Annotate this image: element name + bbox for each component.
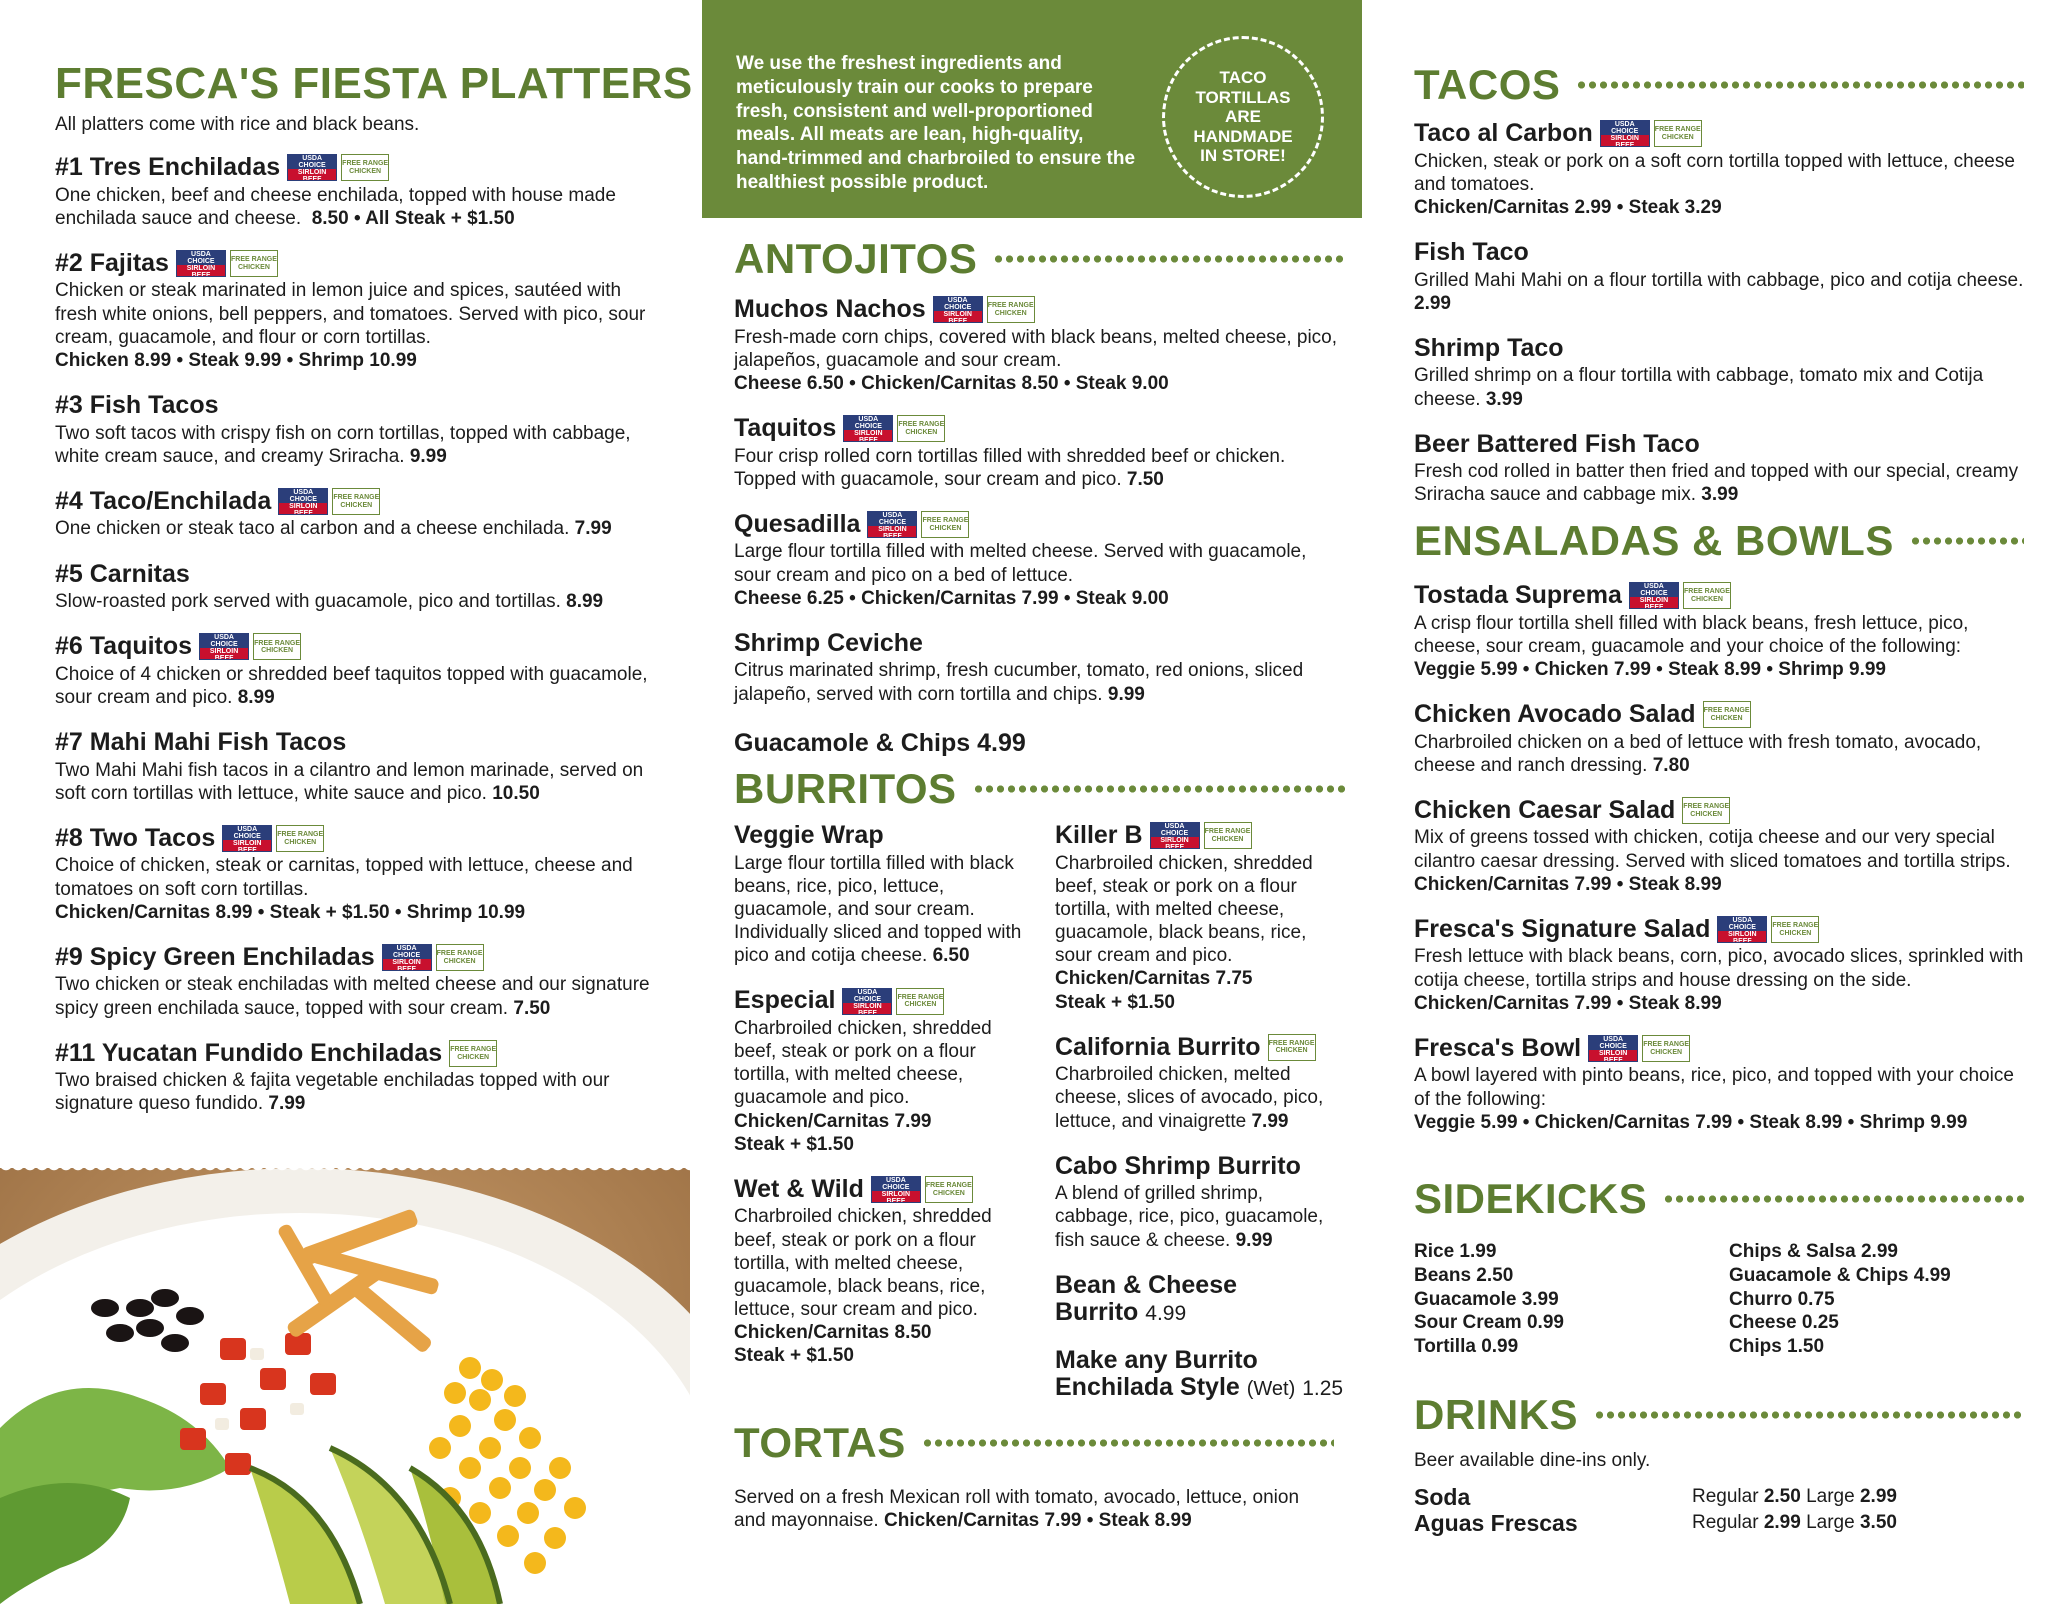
item-price: 7.99: [1251, 1110, 1289, 1132]
item-desc: Fresh cod rolled in batter then fried and topped with our special, creamy Sriracha sauce and cabbage mix.: [1414, 461, 2019, 506]
menu-item-fish-taco: [1414, 239, 2024, 315]
item-name: Cabo Shrimp Burrito: [1055, 1151, 1301, 1180]
free-range-badge: FREE RANGE CHICKEN: [253, 633, 301, 660]
item-price: 4.99: [1145, 1302, 1187, 1326]
drinks-title: DRINKS: [1414, 1391, 1579, 1438]
platters-intro: All platters come with rice and black beans.: [55, 114, 420, 135]
menu-item-mahi-mahi-tacos: [55, 729, 655, 805]
item-name: Shrimp Ceviche: [734, 628, 923, 657]
menu-item-beer-battered-fish-taco: [1414, 431, 2024, 507]
list-item: Rice 1.99: [1414, 1241, 1497, 1262]
dotted-divider: [1594, 1408, 2024, 1422]
dotted-divider: [993, 252, 1346, 266]
menu-item-two-tacos: [55, 825, 655, 924]
item-desc: Grilled shrimp on a flour tortilla with cabbage, tomato mix and Cotija cheese.: [1414, 365, 1984, 410]
item-desc: Charbroiled chicken, melted cheese, slices of avocado, pico, lettuce, and vinaigrette: [1055, 1064, 1324, 1132]
item-name: #2 Fajitas: [55, 248, 169, 277]
item-name: Shrimp Taco: [1414, 333, 1564, 362]
menu-item-signature-salad: [1414, 916, 2024, 1015]
usda-choice-badge: USDA CHOICE SIRLOIN BEEF: [1150, 822, 1200, 849]
item-price: 2.99: [1414, 292, 1451, 314]
item-price: Cheese 6.25 • Chicken/Carnitas 7.99 • Steak 9.00: [734, 587, 1169, 609]
list-item: Chips & Salsa 2.99: [1729, 1241, 1898, 1262]
item-desc: A blend of grilled shrimp, cabbage, rice, pico, guacamole, fish sauce & cheese.: [1055, 1183, 1324, 1251]
ensaladas-title: ENSALADAS & BOWLS: [1414, 517, 1894, 564]
usda-choice-badge: USDA CHOICE SIRLOIN BEEF: [871, 1176, 921, 1203]
item-price-steak: Steak + $1.50: [1055, 991, 1175, 1013]
menu-item-taco-enchilada: [55, 488, 655, 541]
drink-price: Regular 2.99 Large 3.50: [1692, 1512, 1897, 1534]
menu-item-wet-and-wild: [734, 1176, 1025, 1368]
salad-photo: [0, 1168, 690, 1604]
handmade-tortillas-badge: [1162, 36, 1324, 198]
menu-item-tres-enchiladas: [55, 154, 655, 230]
usda-choice-badge: USDA CHOICE SIRLOIN BEEF: [176, 250, 226, 277]
item-price: 8.99: [566, 591, 604, 613]
item-name: Bean & Cheese: [1055, 1270, 1238, 1299]
item-price: Chicken/Carnitas 7.75: [1055, 968, 1253, 990]
menu-item-frescas-bowl: [1414, 1035, 2024, 1134]
item-price: Chicken/Carnitas 7.99 • Steak 8.99: [1414, 992, 1722, 1014]
item-name: #9 Spicy Green Enchiladas: [55, 942, 375, 971]
burritos-right-column: [1055, 822, 1346, 1402]
item-desc: Fresh lettuce with black beans, corn, pico, avocado slices, sprinkled with cotija cheese, tortilla strips and house dressing on the side.: [1414, 946, 2024, 991]
item-desc: Two chicken or steak enchiladas with melted cheese and our signature spicy green enchilada sauce, topped with sour cream.: [55, 974, 650, 1019]
item-name: Chicken Caesar Salad: [1414, 795, 1676, 824]
badge-group: [1717, 916, 1819, 943]
badge-group: [176, 250, 278, 277]
list-item: Guacamole & Chips 4.99: [1729, 1264, 1951, 1286]
tortas-price: Chicken/Carnitas 7.99 • Steak 8.99: [884, 1510, 1192, 1532]
item-desc: Two braised chicken & fajita vegetable enchiladas topped with our signature queso fundido.: [55, 1070, 610, 1115]
sidekicks-right-list: [1729, 1240, 2024, 1359]
sidekicks-left-list: [1414, 1240, 1709, 1359]
badge-group: [278, 488, 380, 515]
item-desc: A bowl layered with pinto beans, rice, pico, and topped with your choice of the following:: [1414, 1065, 2014, 1110]
item-name: #7 Mahi Mahi Fish Tacos: [55, 728, 347, 757]
item-desc: Four crisp rolled corn tortillas filled with shredded beef or chicken. Topped with guacamole, sour cream and pico.: [734, 445, 1286, 490]
free-range-badge: FREE RANGE CHICKEN: [1654, 120, 1702, 147]
platters-column: [0, 0, 693, 1604]
item-price: Cheese 6.50 • Chicken/Carnitas 8.50 • Steak 9.00: [734, 372, 1169, 394]
badge-group: [843, 415, 945, 442]
item-name: Wet & Wild: [734, 1174, 864, 1203]
item-price: 6.50: [932, 945, 970, 967]
item-name-line2: Enchilada Style: [1055, 1373, 1240, 1402]
item-price: Chicken/Carnitas 7.99 • Steak 8.99: [1414, 873, 1722, 895]
menu-item-taquitos: [734, 415, 1346, 491]
ensaladas-section: [1414, 517, 2024, 1134]
badge-group: [222, 825, 324, 852]
list-item: Cheese 0.25: [1729, 1312, 1839, 1334]
drinks-section: [1414, 1391, 2024, 1537]
item-name: Fresca's Signature Salad: [1414, 914, 1711, 943]
badge-group: [1600, 120, 1702, 147]
free-range-badge: FREE RANGE CHICKEN: [925, 1176, 973, 1203]
drink-price: Regular 2.50 Large 2.99: [1692, 1486, 1897, 1507]
item-price: 9.99: [409, 445, 447, 467]
usda-choice-badge: USDA CHOICE SIRLOIN BEEF: [843, 415, 893, 442]
item-desc: Choice of chicken, steak or carnitas, topped with lettuce, cheese and tomatoes on soft corn tortillas.: [55, 855, 633, 900]
usda-choice-badge: USDA CHOICE SIRLOIN BEEF: [199, 633, 249, 660]
item-price: 8.50 • All Steak + $1.50: [311, 207, 515, 229]
burritos-left-column: [734, 822, 1025, 1402]
dotted-divider: [1576, 78, 2024, 92]
item-name: Tostada Suprema: [1414, 581, 1622, 609]
item-price: Chicken/Carnitas 8.50: [734, 1322, 932, 1344]
list-item: Churro 0.75: [1729, 1288, 1835, 1310]
menu-item-veggie-wrap: [734, 822, 1025, 967]
salad-illustration: [0, 1168, 690, 1604]
dotted-divider: [922, 1436, 1334, 1450]
freshness-banner: [702, 0, 1362, 218]
badge-group: [449, 1040, 497, 1067]
item-price: Chicken/Carnitas 8.99 • Steak + $1.50 • Shrimp 10.99: [55, 901, 526, 923]
usda-choice-badge: USDA CHOICE SIRLOIN BEEF: [222, 825, 272, 852]
item-price: 10.50: [492, 782, 540, 804]
usda-choice-badge: USDA CHOICE SIRLOIN BEEF: [1717, 916, 1767, 943]
menu-item-quesadilla: [734, 511, 1346, 610]
tortas-title: TORTAS: [734, 1419, 906, 1466]
item-price: Chicken 8.99 • Steak 9.99 • Shrimp 10.99: [55, 349, 417, 371]
free-range-badge: FREE RANGE CHICKEN: [896, 988, 944, 1015]
menu-item-yucatan-enchiladas: [55, 1040, 655, 1116]
badge-group: [842, 988, 944, 1015]
badge-group: [933, 296, 1035, 323]
badge-group: [382, 944, 484, 971]
tortas-section: [734, 1419, 1334, 1532]
free-range-badge: FREE RANGE CHICKEN: [1682, 797, 1730, 824]
menu-item-cabo-shrimp-burrito: [1055, 1153, 1346, 1252]
badge-group: [1150, 822, 1252, 849]
item-name: #11 Yucatan Fundido Enchiladas: [55, 1038, 443, 1067]
item-desc: Charbroiled chicken, shredded beef, steak or pork on a flour tortilla, with melted cheese, guacamole, black beans, rice, sour cream and pico.: [1055, 852, 1313, 967]
free-range-badge: FREE RANGE CHICKEN: [1268, 1034, 1316, 1061]
item-name: Muchos Nachos: [734, 295, 926, 323]
item-desc: A crisp flour tortilla shell filled with black beans, fresh lettuce, pico, cheese, sour cream, guacamole and your choice of the following:: [1414, 612, 1969, 657]
item-desc: Large flour tortilla filled with melted cheese. Served with guacamole, sour cream and pico on a bed of lettuce.: [734, 541, 1307, 586]
photo-scalloped-edge: [0, 1164, 690, 1174]
free-range-badge: FREE RANGE CHICKEN: [276, 825, 324, 852]
free-range-badge: FREE RANGE CHICKEN: [1204, 822, 1252, 849]
free-range-badge: FREE RANGE CHICKEN: [449, 1040, 497, 1067]
item-desc: Charbroiled chicken, shredded beef, steak or pork on a flour tortilla, with melted cheese, guacamole, black beans, rice, lettuce, sour cream and pico.: [734, 1206, 992, 1321]
list-item: Chips 1.50: [1729, 1336, 1825, 1357]
usda-choice-badge: USDA CHOICE SIRLOIN BEEF: [867, 511, 917, 538]
item-name: Beer Battered Fish Taco: [1414, 429, 1700, 458]
menu-item-fish-tacos: [55, 392, 655, 468]
item-price: 7.99: [574, 518, 612, 540]
sidekicks-title: SIDEKICKS: [1414, 1175, 1648, 1222]
tortas-desc: Served on a fresh Mexican roll with tomato, avocado, lettuce, onion and mayonnaise.: [734, 1487, 1300, 1532]
item-desc: Citrus marinated shrimp, fresh cucumber, tomato, red onions, sliced jalapeño, served with corn tortilla and chips.: [734, 660, 1304, 705]
menu-item-bean-cheese-burrito: [1055, 1272, 1346, 1327]
badge-group: [1588, 1035, 1690, 1062]
item-name: #1 Tres Enchiladas: [55, 153, 281, 181]
item-name: #3 Fish Tacos: [55, 391, 219, 420]
free-range-badge: FREE RANGE CHICKEN: [921, 511, 969, 538]
item-price: 7.50: [513, 997, 551, 1019]
item-note: (Wet): [1246, 1378, 1296, 1401]
badge-group: [1629, 582, 1731, 609]
item-name: Killer B: [1055, 821, 1143, 849]
usda-choice-badge: USDA CHOICE SIRLOIN BEEF: [278, 488, 328, 515]
item-price: 7.99: [268, 1093, 306, 1115]
sidekicks-section: [1414, 1175, 2024, 1359]
item-price: Chicken/Carnitas 7.99: [734, 1110, 932, 1132]
drink-name: Soda: [1414, 1484, 1471, 1510]
free-range-badge: FREE RANGE CHICKEN: [341, 154, 389, 181]
menu-item-guacamole-chips: [734, 730, 1346, 758]
usda-choice-badge: USDA CHOICE SIRLOIN BEEF: [287, 154, 337, 181]
item-price: 3.99: [1485, 388, 1523, 410]
drink-row-aguas-frescas: [1414, 1510, 2024, 1536]
usda-choice-badge: USDA CHOICE SIRLOIN BEEF: [1600, 120, 1650, 147]
item-price: Chicken/Carnitas 2.99 • Steak 3.29: [1414, 196, 1722, 218]
item-name: Especial: [734, 986, 836, 1015]
list-item: Beans 2.50: [1414, 1264, 1514, 1286]
menu-item-especial: [734, 987, 1025, 1156]
menu-item-enchilada-style: [1055, 1347, 1346, 1402]
item-name: #8 Two Tacos: [55, 823, 216, 852]
drink-name: Aguas Frescas: [1414, 1510, 1578, 1537]
item-price-steak: Steak + $1.50: [734, 1345, 854, 1367]
item-desc: Charbroiled chicken on a bed of lettuce with fresh tomato, avocado, cheese and ranch dressing.: [1414, 731, 1982, 776]
item-desc: One chicken or steak taco al carbon and a cheese enchilada.: [55, 518, 570, 540]
item-price: 7.50: [1126, 468, 1164, 490]
item-name: Fish Taco: [1414, 238, 1529, 267]
drinks-note: Beer available dine-ins only.: [1414, 1450, 1651, 1471]
item-name: Taquitos: [734, 414, 837, 443]
dotted-divider: [1910, 534, 2024, 548]
free-range-badge: FREE RANGE CHICKEN: [436, 944, 484, 971]
item-name: Guacamole & Chips 4.99: [734, 728, 1026, 757]
list-item: Sour Cream 0.99: [1414, 1312, 1564, 1334]
menu-item-killer-b: [1055, 822, 1346, 1014]
item-desc: Charbroiled chicken, shredded beef, steak or pork on a flour tortilla, with melted cheese, guacamole and pico.: [734, 1017, 992, 1109]
free-range-badge: FREE RANGE CHICKEN: [1642, 1035, 1690, 1062]
item-desc: Large flour tortilla filled with black beans, rice, pico, lettuce, guacamole, and sour cream. Individually sliced and topped with pico and cotija cheese.: [734, 852, 1022, 967]
item-price: Veggie 5.99 • Chicken/Carnitas 7.99 • Steak 8.99 • Shrimp 9.99: [1414, 1111, 1968, 1133]
item-name: Chicken Avocado Salad: [1414, 700, 1696, 729]
menu-item-chicken-caesar-salad: [1414, 797, 2024, 896]
menu-item-tostada-suprema: [1414, 582, 2024, 681]
list-item: Tortilla 0.99: [1414, 1336, 1519, 1357]
item-desc: Grilled Mahi Mahi on a flour tortilla with cabbage, pico and cotija cheese.: [1414, 269, 2024, 291]
usda-choice-badge: USDA CHOICE SIRLOIN BEEF: [382, 944, 432, 971]
item-name: #4 Taco/Enchilada: [55, 486, 272, 515]
item-name: California Burrito: [1055, 1032, 1261, 1061]
item-name: Fresca's Bowl: [1414, 1033, 1582, 1062]
free-range-badge: FREE RANGE CHICKEN: [987, 296, 1035, 323]
menu-item-fajitas: [55, 250, 655, 372]
platters-section: [55, 59, 693, 1116]
menu-item-spicy-green-enchiladas: [55, 944, 655, 1020]
antojitos-title: ANTOJITOS: [734, 235, 978, 282]
free-range-badge: FREE RANGE CHICKEN: [1771, 916, 1819, 943]
item-name: Make any Burrito: [1055, 1345, 1258, 1374]
item-name: Quesadilla: [734, 509, 861, 538]
usda-choice-badge: USDA CHOICE SIRLOIN BEEF: [933, 296, 983, 323]
item-desc: Two Mahi Mahi fish tacos in a cilantro and lemon marinade, served on soft corn tortillas with lettuce, white sauce and pico.: [55, 759, 644, 804]
item-desc: Chicken or steak marinated in lemon juice and spices, sautéed with fresh white onions, bell peppers, and tomatoes. Served with pico, sour cream, guacamole, and flour or corn tortillas.: [55, 280, 646, 348]
item-desc: Two soft tacos with crispy fish on corn tortillas, topped with cabbage, white cream sauce, and creamy Sriracha.: [55, 422, 631, 467]
item-desc: Choice of 4 chicken or shredded beef taquitos topped with guacamole, sour cream and pico.: [55, 663, 648, 708]
item-price-steak: Steak + $1.50: [734, 1133, 854, 1155]
item-desc: Slow-roasted pork served with guacamole, pico and tortillas.: [55, 591, 561, 613]
menu-item-shrimp-ceviche: [734, 630, 1346, 706]
item-price: 3.99: [1701, 484, 1739, 506]
antojitos-section: [734, 235, 1346, 757]
menu-item-muchos-nachos: [734, 296, 1346, 395]
menu-item-chicken-avocado-salad: [1414, 701, 2024, 777]
menu-item-california-burrito: [1055, 1034, 1346, 1133]
item-desc: Chicken, steak or pork on a soft corn tortilla topped with lettuce, cheese and tomatoes.: [1414, 150, 2015, 195]
item-name-line2: Burrito: [1055, 1298, 1139, 1327]
list-item: Guacamole 3.99: [1414, 1288, 1559, 1310]
item-price: 8.99: [237, 686, 275, 708]
menu-item-carnitas: [55, 561, 655, 614]
badge-group: [199, 633, 301, 660]
badge-group: [867, 511, 969, 538]
usda-choice-badge: USDA CHOICE SIRLOIN BEEF: [1629, 582, 1679, 609]
item-price: 9.99: [1107, 683, 1145, 705]
menu-item-taco-al-carbon: [1414, 120, 2024, 219]
badge-group: [287, 154, 389, 181]
dotted-divider: [1663, 1192, 2024, 1206]
free-range-badge: FREE RANGE CHICKEN: [332, 488, 380, 515]
item-name: Veggie Wrap: [734, 821, 884, 849]
item-price: 9.99: [1235, 1229, 1273, 1251]
menu-item-taquitos-platter: [55, 633, 655, 709]
item-name: #6 Taquitos: [55, 632, 193, 661]
banner-text: We use the freshest ingredients and meticulously train our cooks to prepare fresh, consistent and well-proportioned meals. All meats are lean, high-quality, hand-trimmed and charbroiled to ensure the healthiest possible product.: [736, 53, 1136, 193]
badge-group: [871, 1176, 973, 1203]
item-desc: Fresh-made corn chips, covered with black beans, melted cheese, pico, jalapeños, guacamole and sour cream.: [734, 326, 1338, 371]
usda-choice-badge: USDA CHOICE SIRLOIN BEEF: [1588, 1035, 1638, 1062]
burritos-section: [734, 765, 1346, 1402]
badge-group: [1682, 797, 1730, 824]
free-range-badge: FREE RANGE CHICKEN: [897, 415, 945, 442]
item-desc: One chicken, beef and cheese enchilada, topped with house made enchilada sauce and cheese.: [55, 184, 616, 229]
free-range-badge: FREE RANGE CHICKEN: [230, 250, 278, 277]
menu-item-shrimp-taco: [1414, 335, 2024, 411]
badge-group: [1703, 701, 1751, 728]
item-desc: Mix of greens tossed with chicken, cotija cheese and our very special cilantro caesar dressing. Served with sliced tomatoes and tortilla strips.: [1414, 827, 2011, 872]
platters-title: FRESCA'S FIESTA PLATTERS: [55, 59, 693, 108]
item-price: 1.25: [1302, 1377, 1344, 1401]
free-range-badge: FREE RANGE CHICKEN: [1683, 582, 1731, 609]
tacos-section: [1414, 61, 2024, 507]
item-price: Veggie 5.99 • Chicken 7.99 • Steak 8.99 • Shrimp 9.99: [1414, 658, 1886, 680]
item-name: Taco al Carbon: [1414, 119, 1593, 147]
dotted-divider: [973, 782, 1346, 796]
badge-group: [1268, 1034, 1316, 1061]
burritos-title: BURRITOS: [734, 765, 957, 812]
free-range-badge: FREE RANGE CHICKEN: [1703, 701, 1751, 728]
drink-row-soda: [1414, 1484, 2024, 1510]
usda-choice-badge: USDA CHOICE SIRLOIN BEEF: [842, 988, 892, 1015]
tacos-title: TACOS: [1414, 61, 1561, 108]
item-price: 7.80: [1652, 754, 1690, 776]
item-name: #5 Carnitas: [55, 559, 190, 588]
badge-text: TACO TORTILLAS ARE HANDMADE IN STORE!: [1193, 68, 1293, 166]
